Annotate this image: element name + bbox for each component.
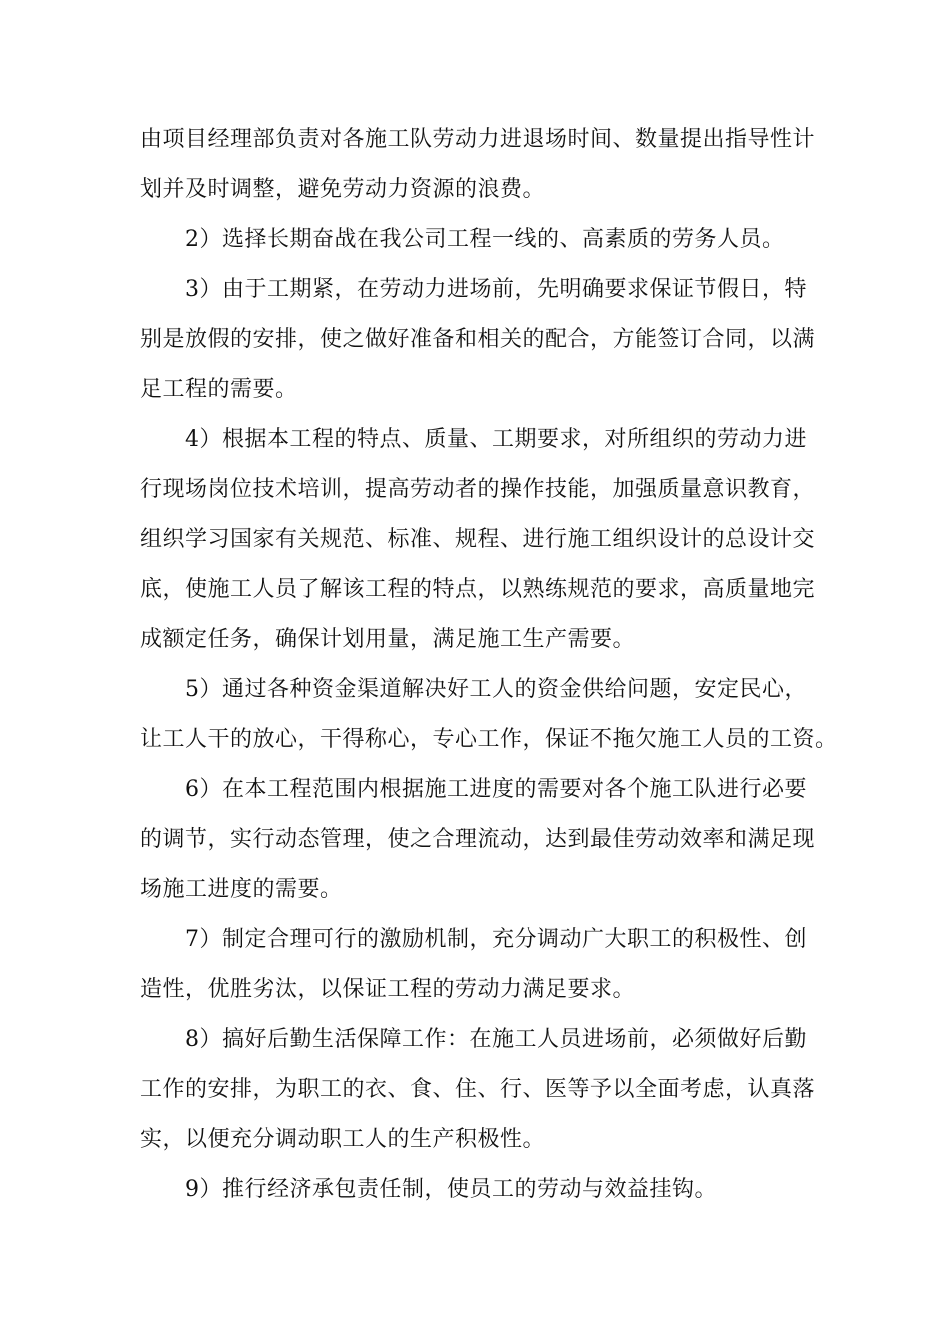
text-line: 成额定任务，确保计划用量，满足施工生产需要。 <box>140 627 636 652</box>
text-line: 实，以便充分调动职工人的生产积极性。 <box>140 1127 546 1152</box>
text-line: 底，使施工人员了解该工程的特点，以熟练规范的要求，高质量地完 <box>140 577 816 602</box>
text-line: 由项目经理部负责对各施工队劳动力进退场时间、数量提出指导性计 <box>140 127 816 152</box>
list-item-9: 9）推行经济承包责任制，使员工的劳动与效益挂钩。 <box>185 1177 717 1202</box>
text-line: 的调节，实行动态管理，使之合理流动，达到最佳劳动效率和满足现 <box>140 827 816 852</box>
list-item-7: 7）制定合理可行的激励机制，充分调动广大职工的积极性、创 <box>185 927 807 952</box>
list-item-6: 6）在本工程范围内根据施工进度的需要对各个施工队进行必要 <box>185 777 807 802</box>
list-item-2: 2）选择长期奋战在我公司工程一线的、高素质的劳务人员。 <box>185 227 785 252</box>
text-line: 场施工进度的需要。 <box>140 877 343 902</box>
text-line: 划并及时调整，避免劳动力资源的浪费。 <box>140 177 546 202</box>
list-item-8: 8）搞好后勤生活保障工作：在施工人员进场前，必须做好后勤 <box>185 1027 807 1052</box>
text-line: 组织学习国家有关规范、标准、规程、进行施工组织设计的总设计交 <box>140 527 816 552</box>
text-line: 工作的安排，为职工的衣、食、住、行、医等予以全面考虑，认真落 <box>140 1077 816 1102</box>
list-item-4: 4）根据本工程的特点、质量、工期要求，对所组织的劳动力进 <box>185 427 807 452</box>
text-line: 足工程的需要。 <box>140 377 298 402</box>
text-line: 造性，优胜劣汰，以保证工程的劳动力满足要求。 <box>140 977 636 1002</box>
list-item-3: 3）由于工期紧，在劳动力进场前，先明确要求保证节假日，特 <box>185 277 807 302</box>
text-line: 让工人干的放心，干得称心，专心工作，保证不拖欠施工人员的工资。 <box>140 727 838 752</box>
text-line: 别是放假的安排，使之做好准备和相关的配合，方能签订合同，以满 <box>140 327 816 352</box>
text-line: 行现场岗位技术培训，提高劳动者的操作技能，加强质量意识教育， <box>140 477 816 502</box>
list-item-5: 5）通过各种资金渠道解决好工人的资金供给问题，安定民心， <box>185 677 807 702</box>
